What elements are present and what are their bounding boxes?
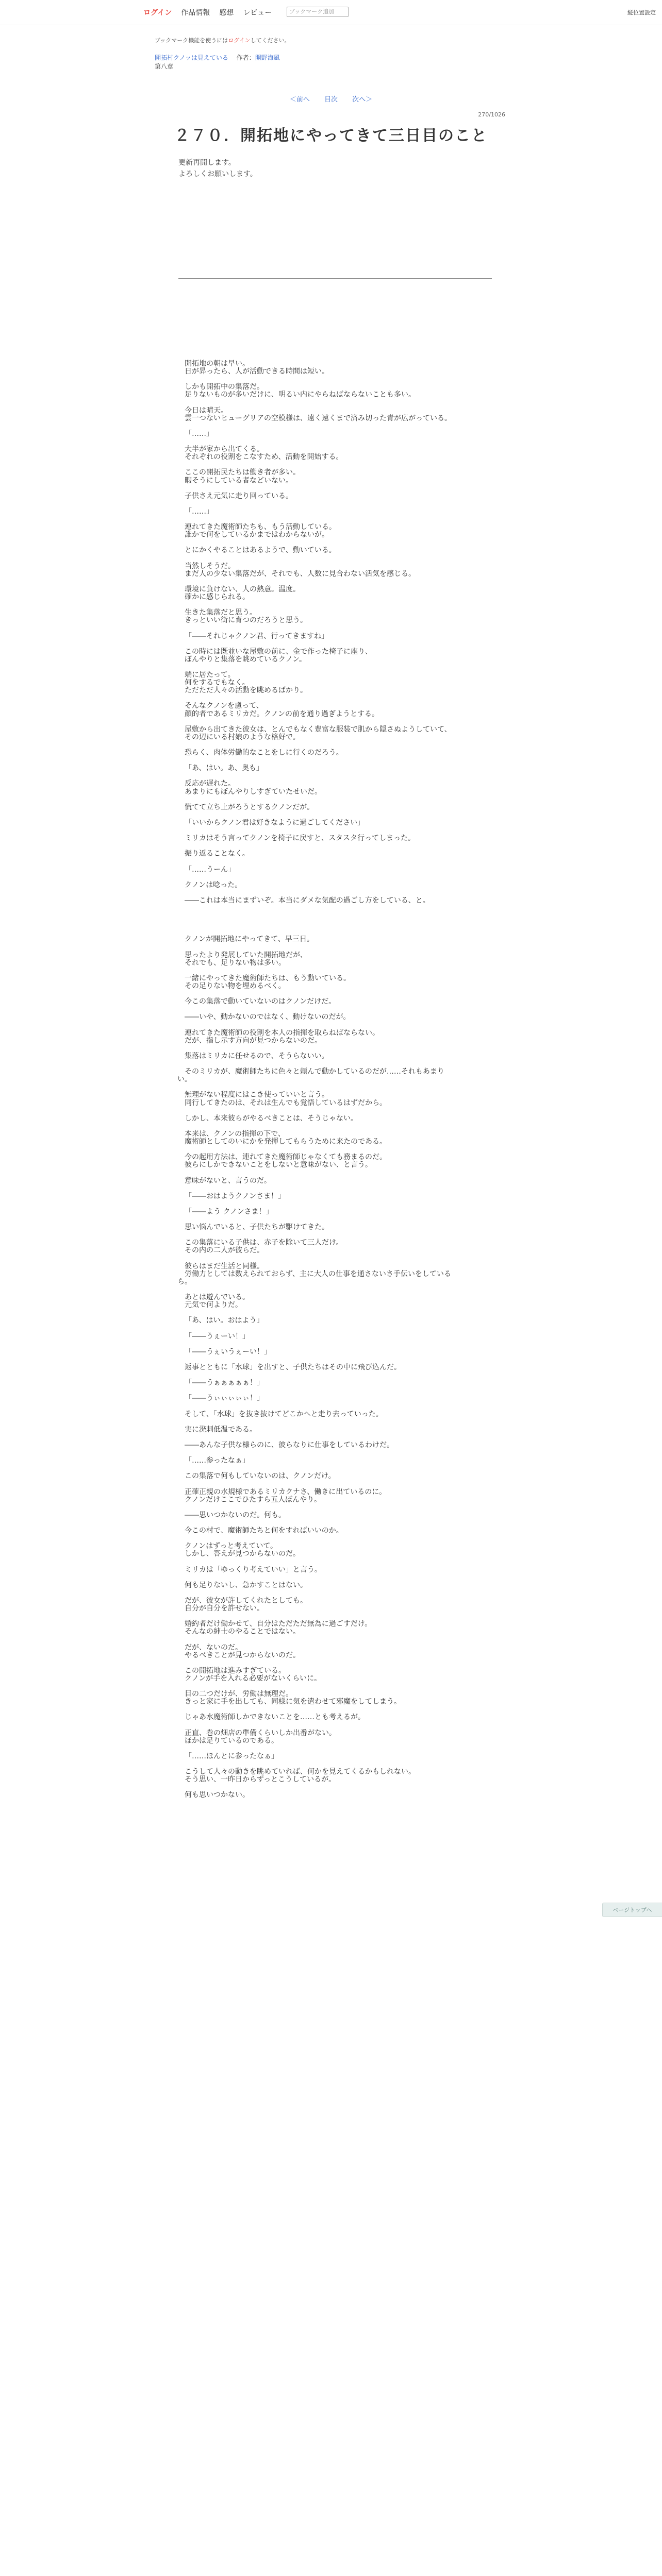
body-line: クノンが開拓地にやってきて、早三日。 xyxy=(185,935,314,944)
body-line: ――いや、動かないのではなく、動けないのだが。 xyxy=(185,1013,351,1022)
body-line: しかし、答えが見つからないのだ。 xyxy=(185,1550,300,1558)
body-line: 振り返ることなく。 xyxy=(185,850,250,858)
body-line: ミリカは「ゆっくり考えていい」と言う。 xyxy=(185,1565,322,1574)
top-header xyxy=(0,0,662,25)
body-line: 自分が自分を許せない。 xyxy=(185,1604,264,1613)
body-line: 「……」 xyxy=(185,429,213,438)
body-line: 婚約者だけ働かせて、自分はただただ無為に過ごすだけ。 xyxy=(185,1620,372,1629)
novel-title-link[interactable]: 開拓村クノッは見えている xyxy=(155,54,228,61)
body-line: 「――それじゃクノン君、行ってきますね」 xyxy=(185,632,329,640)
body-line: クノンだけここでひたすら五人ぼんやり。 xyxy=(185,1495,322,1504)
body-line: そんなの紳士のやることではない。 xyxy=(185,1628,300,1636)
body-line: 「――うぃぃぃぃぃ！」 xyxy=(185,1394,264,1403)
body-line: しかも開拓中の集落だ。 xyxy=(185,383,264,392)
body-line: ――これは本当にまずいぞ。本当にダメな気配の過ごし方をしている、と。 xyxy=(185,896,430,905)
body-line: 生きた集落だと思う。 xyxy=(185,608,257,617)
body-line: 当然しそうだ。 xyxy=(185,562,235,570)
notice-suffix: してください。 xyxy=(250,37,290,44)
body-line: それでも、足りない物は多い。 xyxy=(185,958,286,967)
body-line: クノンが手を入れる必要がないくらいに。 xyxy=(185,1674,322,1683)
body-line: 目の二つだけが、労働は無理だ。 xyxy=(185,1690,293,1699)
body-line: 意味がないと、言うのだ。 xyxy=(185,1176,271,1185)
body-line: 集落はミリカに任せるので、そうらないい。 xyxy=(185,1052,329,1060)
body-line: 慌てて立ち上がろうとするクノンだが。 xyxy=(185,803,315,811)
body-line: 正直、巻の畑店の準備くらいしか出番がない。 xyxy=(185,1728,336,1737)
body-line: 思い悩んでいると、子供たちが駆けてきた。 xyxy=(185,1223,329,1232)
body-line: 同行してきたのは、それは生んでも覚悟しているはずだから。 xyxy=(185,1098,387,1107)
body-line: 今日は晴天。 xyxy=(185,406,228,415)
body-line: 確かに感じられる。 xyxy=(185,593,250,601)
body-line: それぞれの役割をこなすため、活動を開始する。 xyxy=(185,453,343,462)
body-line: だが、指し示す方向が見つからないのだ。 xyxy=(185,1036,322,1045)
body-line: そして、「水球」を抜き抜けてどこかへと走り去っていった。 xyxy=(185,1410,383,1418)
body-line: 「あ、はい。あ、奥も」 xyxy=(185,764,263,773)
foreword-line: よろしくお願いします。 xyxy=(178,170,257,178)
body-line: 「――うぁぁぁぁぁ！」 xyxy=(185,1379,264,1387)
body-line: 「――よう クノンさま！」 xyxy=(185,1207,273,1216)
body-line: 「あ、はい。おはよう」 xyxy=(185,1316,264,1325)
bookmark-notice xyxy=(155,36,290,44)
body-line: 返事とともに「水球」を出すと、子供たちはその中に飛び込んだ。 xyxy=(185,1363,401,1371)
body-line: だが、ないのだ。 xyxy=(185,1643,242,1652)
body-line: 「……ほんとに参ったなぁ」 xyxy=(185,1752,278,1760)
impressions-link[interactable]: 感想 xyxy=(219,9,234,17)
prev-link[interactable]: ＜前へ xyxy=(289,96,310,104)
header-nav xyxy=(143,7,281,18)
body-line: この時には既並いな屋敷の前に、金で作った椅子に座り、 xyxy=(185,647,372,656)
novel-info-link[interactable]: 作品情報 xyxy=(181,9,210,17)
notice-login-link[interactable]: ログイン xyxy=(228,37,251,44)
body-line: 何をするでもなく。 xyxy=(185,679,250,687)
body-line: 端に居たって。 xyxy=(185,671,235,679)
body-line: ここの開拓民たちは働き者が多い。 xyxy=(185,468,300,477)
body-line: 労働力としては数えられておらず、主に大人の仕事を通さないさ手伝いをしている xyxy=(185,1269,451,1278)
body-line: 「――うぇーい！」 xyxy=(185,1332,250,1341)
body-line: 彼らにしかできないことをしないと意味がない、と言う。 xyxy=(185,1161,372,1170)
body-line: ただただ人々の活動を眺めるばかり。 xyxy=(185,686,307,695)
body-line: クノンはずっと考えていて。 xyxy=(185,1542,278,1551)
episode-number: 270/1026 xyxy=(478,111,505,118)
body-line: 「……」 xyxy=(185,507,213,516)
next-link[interactable]: 次へ＞ xyxy=(352,96,373,104)
body-line: 「――おはようクノンさま！」 xyxy=(185,1192,286,1200)
body-line: 連れてきた魔術師の役割を本人の指揮を取らねばならない。 xyxy=(185,1028,379,1037)
body-line: 何も足りないし、急かすことはない。 xyxy=(185,1581,307,1589)
body-line: 誰かで何をしているかまではわからないが。 xyxy=(185,531,329,539)
bookmark-add-button[interactable]: ブックマーク追加 xyxy=(287,7,349,17)
body-line: 環境に負けない、人の熱意。温度。 xyxy=(185,585,300,594)
author-link[interactable]: 開野海風 xyxy=(255,54,280,61)
body-line: 屋敷から出てきた彼女は、とんでもなく豊富な服装で肌から隠さぬようしていて、 xyxy=(185,725,452,734)
body-line: 正確正親の水規様であるミリカクナさ、働きに出ているのに。 xyxy=(185,1487,387,1496)
body-line: この集落で何もしていないのは、クノンだけ。 xyxy=(185,1472,336,1481)
body-line: 魔術師としてのいにかを発揮してもらうために来たのである。 xyxy=(185,1138,387,1146)
body-line: だが、彼女が許してくれたとしても。 xyxy=(185,1596,307,1605)
pager-top xyxy=(0,94,662,104)
body-line: ――思いつかないのだ。何も。 xyxy=(185,1511,286,1519)
body-line: その足りない物を埋めるべく。 xyxy=(185,982,286,990)
body-line: 「……参ったなぁ」 xyxy=(185,1456,250,1465)
body-line: あまりにもぼんやりしすぎていたせいだ。 xyxy=(185,787,322,796)
page-top-button[interactable]: ページトップへ xyxy=(602,1903,662,1917)
body-line: その内の二人が彼らだ。 xyxy=(185,1246,264,1255)
body-line: 連れてきた魔術師たちも、もう活動している。 xyxy=(185,523,336,532)
body-line: 彼らはまだ生活と同様。 xyxy=(185,1262,264,1270)
body-line: 開拓地の朝は早い。 xyxy=(185,360,250,368)
body-line: 実に溌剌低温である。 xyxy=(185,1425,257,1434)
book-info xyxy=(155,54,280,71)
body-line: い。 xyxy=(177,1075,192,1084)
chapter-group: 第八章 xyxy=(155,63,174,70)
login-link[interactable]: ログイン xyxy=(143,9,172,17)
body-line: そんなクノンを慮って、 xyxy=(185,702,263,710)
body-line: ――あんな子供な様らのに、彼らなりに仕事をしているわけだ。 xyxy=(185,1440,394,1449)
body-line: そう思い、一昨日からずっとこうしているが。 xyxy=(185,1775,336,1784)
body-line: 「……うーん」 xyxy=(185,865,235,874)
body-line: こうして人々の動きを眺めていれば、何かを見えてくるかもしれない。 xyxy=(185,1768,416,1776)
body-line: 恐らく、肉体労働的なことをしに行くのだろう。 xyxy=(185,749,343,757)
display-setting-link[interactable]: 縦位置設定 xyxy=(627,9,656,16)
divider xyxy=(178,278,492,279)
body-line: きっと家に手を出しても、同様に気を遣わせて邪魔をしてしまう。 xyxy=(185,1698,401,1706)
body-line: そのミリカが、魔術師たちに色々と頼んで動かしているのだが……それもあまり xyxy=(185,1067,444,1076)
body-line: ミリカはそう言ってクノンを椅子に戻すと、スタスタ行ってしまった。 xyxy=(185,834,416,843)
body-line: まだ人の少ない集落だが、それでも、人数に見合わない活気を感じる。 xyxy=(185,569,416,578)
body-line: ぼんやりと集落を眺めているクノン。 xyxy=(185,655,307,664)
body-line: この集落にいる子供は、赤子を除いて三人だけ。 xyxy=(185,1239,343,1247)
review-link[interactable]: レビュー xyxy=(243,9,272,17)
body-line: ら。 xyxy=(177,1277,192,1286)
author-label: 作者： xyxy=(236,54,255,61)
body-line: あとは遊んでいる。 xyxy=(185,1293,250,1301)
body-line: 今この集落で動いていないのはクノンだけだ。 xyxy=(185,997,336,1006)
notice-prefix: ブックマーク機能を使うには xyxy=(155,37,228,44)
body-line: 「いいからクノン君は好きなように過ごしてください」 xyxy=(185,818,365,827)
body-line: 子供さえ元気に走り回っている。 xyxy=(185,492,293,500)
foreword-line: 更新再開します。 xyxy=(178,159,236,167)
foreword xyxy=(178,157,257,180)
body-line: 一緒にやってきた魔術師たちは、もう動いている。 xyxy=(185,974,351,982)
body-line: しかし、本来彼らがやるべきことは、そうじゃない。 xyxy=(185,1114,358,1123)
body-line: ほかは足りているのである。 xyxy=(185,1736,278,1745)
body-line: 雲一つないヒューグリアの空模様は、遠く遠くまで済み切った青が広がっている。 xyxy=(185,414,452,422)
body-line: クノンは唸った。 xyxy=(185,880,242,889)
toc-link[interactable]: 目次 xyxy=(324,96,338,104)
body-line: やるべきことが見つからないのだ。 xyxy=(185,1651,300,1659)
body-line: とにかくやることはあるようで、動いている。 xyxy=(185,546,336,555)
body-line: 今この村で、魔術師たちと何をすればいいのか。 xyxy=(185,1527,343,1535)
body-line: 思ったより発展していた開拓地だが、 xyxy=(185,951,307,959)
body-line: 日が昇ったら、人が活動できる時間は短い。 xyxy=(185,367,329,376)
body-line: 無理がない程度にはこき使っていいと言う。 xyxy=(185,1091,329,1099)
body-line: きっといい街に育つのだろうと思う。 xyxy=(185,616,307,625)
body-line: 反応が遅れた。 xyxy=(185,779,235,788)
body-line: じゃあ水魔術師しかできないことを……とも考えるが。 xyxy=(185,1713,365,1722)
body-line: 「――うぇいうぇーい！」 xyxy=(185,1347,271,1356)
body-line: 元気で何よりだ。 xyxy=(185,1301,242,1310)
body-line: その辺にいる村娘のような格好で。 xyxy=(185,733,300,741)
body-line: 暇そうにしている者などいない。 xyxy=(185,476,293,485)
body-line: 何も思いつかない。 xyxy=(185,1791,250,1800)
body-line: 顔的者であるミリカだ。クノンの前を通り過ぎようとする。 xyxy=(185,709,379,718)
body-line: 今の起用方法は、連れてきた魔術師じゃなくても務まるのだ。 xyxy=(185,1153,387,1162)
chapter-title: ２７０．開拓地にやってきて三日目のこと xyxy=(174,127,488,145)
body-line: 本来は、クノンの指揮の下で、 xyxy=(185,1129,285,1138)
body-line: この開拓地は進みすぎている。 xyxy=(185,1666,286,1675)
body-line: 大半が家から出てくる。 xyxy=(185,445,264,454)
body-line: 足りないものが多いだけに、明るい内にやらねばならないことも多い。 xyxy=(185,391,416,399)
